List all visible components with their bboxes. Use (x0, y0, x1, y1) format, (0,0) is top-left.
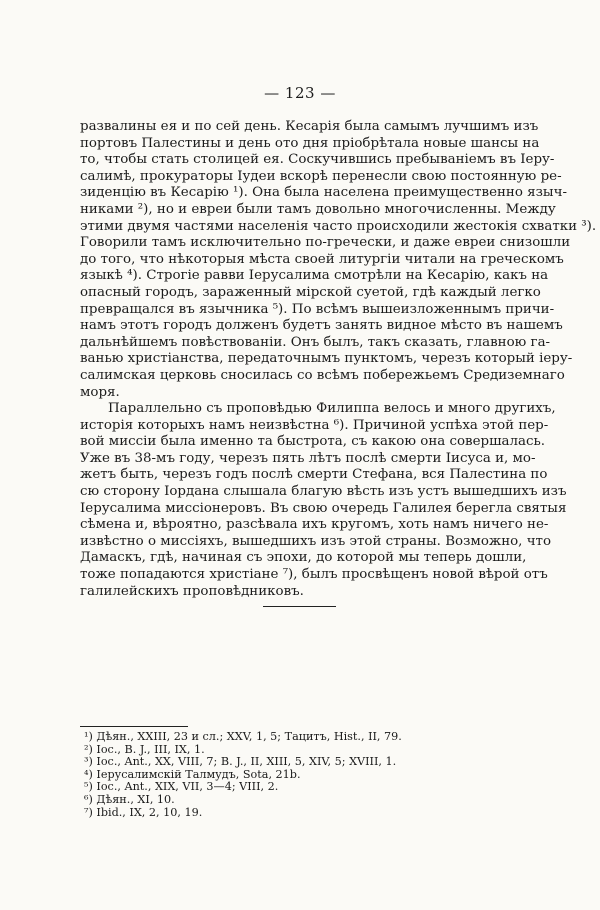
text-line: Говорили тамъ исключительно по-гречески, и даже евреи снизошли (80, 235, 571, 251)
footnote: ⁵) Іос., Ant., XIX, VII, 3—4; VIII, 2. (84, 780, 279, 794)
text-line: зиденцію въ Кесарію ¹). Она была населена преимущественно языч- (80, 185, 567, 201)
text-line: жетъ быть, черезъ годъ послѣ смерти Стефана, вся Палестина по (80, 467, 548, 483)
footnotes (84, 731, 402, 819)
text-line: то, чтобы стать столицей ея. Соскучившись пребываніемъ въ Іеру- (80, 152, 555, 168)
text-line: Дамаскъ, гдѣ, начиная съ эпохи, до которой мы теперь дошли, (80, 550, 527, 566)
text-line: галилейскихъ проповѣдниковъ. (80, 583, 304, 599)
section-separator (263, 606, 336, 607)
paragraph-2 (80, 401, 567, 600)
text-line: вой миссіи была именно та быстрота, съ какою она совершалась. (80, 434, 546, 450)
text-line: сю сторону Іордана слышала благую вѣсть изъ устъ вышедшихъ изъ (80, 484, 567, 500)
text-line: до того, что нѣкоторыя мѣста своей литургіи читали на греческомъ (80, 251, 564, 267)
text-line: салимѣ, прокураторы Іудеи вскорѣ перенесли свою постоянную ре- (80, 168, 562, 184)
footnote-rule (80, 726, 188, 727)
page-number: — 123 — (264, 84, 336, 102)
text-line: опасный городъ, зараженный мірской суетой, гдѣ каждый легко (80, 284, 541, 300)
text-line: тоже попадаются христiане ⁷), былъ просвѣщенъ новой вѣрой отъ (80, 567, 548, 583)
text-line: никами ²), но и евреи были тамъ довольно многочисленны. Между (80, 201, 556, 217)
text-line: этими двумя частями населенія часто происходили жестокія схватки ³). (80, 218, 597, 234)
text-line: исторія которыхъ намъ неизвѣстна ⁶). Причиной успѣха этой пер- (80, 417, 549, 433)
footnote: ⁶) Дѣян., XI, 10. (84, 792, 175, 806)
main-text (80, 119, 597, 600)
text-line: сѣмена и, вѣроятно, разсѣвала ихъ кругомъ, хоть намъ ничего не- (80, 517, 549, 533)
text-line: Іерусалима миссіонеровъ. Въ свою очередь Галилея берегла святыя (80, 500, 567, 516)
text-line: ванью христіанства, передаточнымъ пунктомъ, черезъ который іеру- (80, 351, 573, 367)
text-line: портовъ Палестины и день ото дня пріобрѣтала новые шансы на (80, 135, 540, 151)
text-line: развалины ея и по сей день. Кесарія была самымъ лучшимъ изъ (80, 119, 539, 134)
footnote: ⁷) Ibid., IX, 2, 10, 19. (84, 805, 203, 819)
text-line: извѣстно о миссіяхъ, вышедшихъ изъ этой страны. Возможно, что (80, 533, 552, 549)
footnote: ³) Іос., Ant., XX, VIII, 7; B. J., II, XIII, 5, XIV, 5; XVIII, 1. (84, 755, 397, 769)
paragraph-1 (80, 119, 597, 401)
text-line: намъ этотъ городъ долженъ будетъ занять видное мѣсто въ нашемъ (80, 318, 563, 334)
text-line: превращался въ язычника ⁵). По всѣмъ вышеизложеннымъ причи- (80, 301, 555, 317)
text-line: дальнѣйшемъ повѣствованіи. Онъ былъ, такъ сказать, главною га- (80, 334, 551, 350)
text-line: языкѣ ⁴). Строгіе равви Іерусалима смотрѣли на Кесарію, какъ на (80, 268, 549, 284)
text-line: Уже въ 38-мъ году, черезъ пять лѣтъ послѣ смерти Іисуса и, мо- (80, 450, 536, 466)
text-line: моря. (80, 384, 120, 400)
text-line: Параллельно съ проповѣдью Филиппа велось и много другихъ, (108, 401, 556, 417)
footnote: ¹) Дѣян., XXIII, 23 и сл.; XXV, 1, 5; Тацитъ, Hist., II, 79. (84, 730, 402, 743)
text-line: салимская церковь сносилась со всѣмъ побережьемъ Средиземнаго (80, 367, 565, 383)
footnote: ⁴) Іерусалимскій Талмудъ, Sota, 21b. (84, 767, 301, 781)
footnote: ²) Іос., B. J., III, IX, 1. (84, 742, 205, 756)
